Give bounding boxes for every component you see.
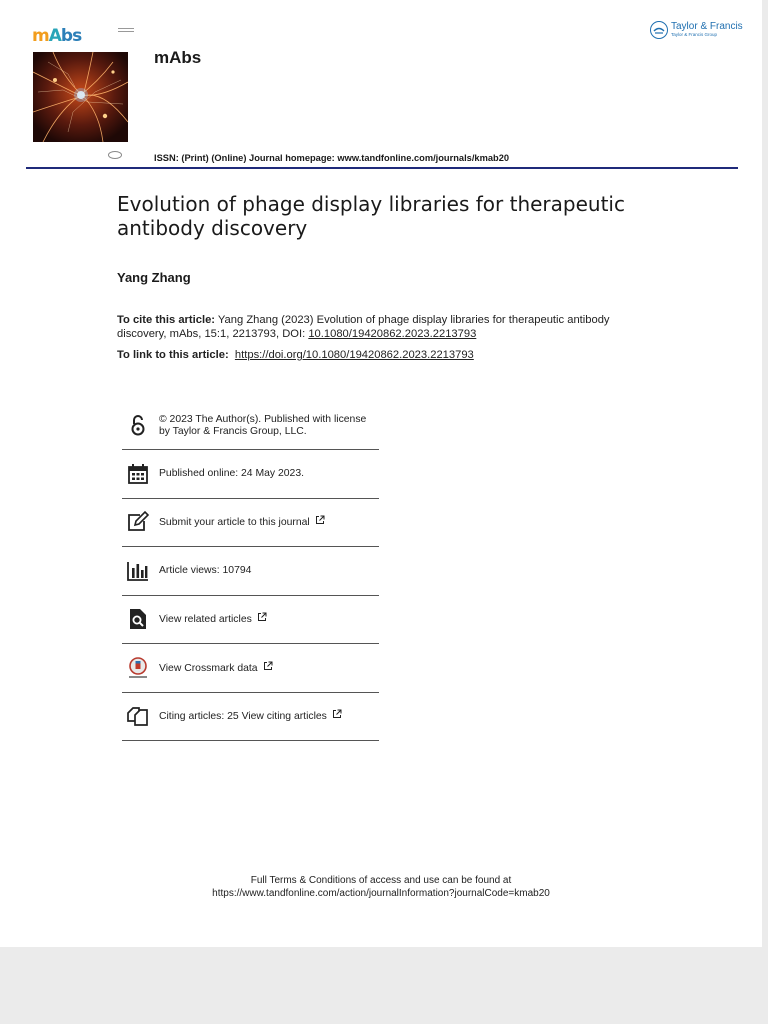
- publisher-logo[interactable]: [650, 21, 743, 39]
- citing-row[interactable]: [122, 693, 379, 742]
- external-link-icon: [263, 661, 273, 675]
- publisher-group: Taylor & Francis Group: [671, 32, 718, 37]
- publisher-name: Taylor & Francis: [671, 21, 743, 32]
- search-document-icon: [126, 607, 150, 631]
- external-link-icon: [332, 709, 342, 723]
- crossmark-row[interactable]: [122, 644, 379, 693]
- views-row: [122, 547, 379, 596]
- journal-cover-image: [33, 52, 128, 142]
- external-link-icon: [257, 612, 267, 626]
- article-title: Evolution of phage display libraries for therapeutic antibody discovery: [117, 192, 625, 240]
- calendar-icon: [126, 462, 150, 486]
- issn-line: ISSN: (Print) (Online) Journal homepage: www.tandfonline.com/journals/kmab20: [154, 153, 510, 163]
- journal-logo[interactable]: mAbs: [32, 26, 82, 46]
- external-link-icon: [315, 515, 325, 529]
- published-date: Published online: 24 May 2023.: [159, 467, 304, 479]
- article-author: Yang Zhang: [117, 270, 191, 285]
- article-link: [117, 349, 474, 361]
- crossmark-icon: [126, 656, 150, 680]
- citing-icon: [126, 704, 150, 728]
- cite-label: To cite this article:: [117, 314, 216, 326]
- header-divider: [26, 167, 738, 169]
- submit-label: Submit your article to this journal: [159, 517, 310, 528]
- related-label: View related articles: [159, 614, 252, 625]
- cover-caption-lines: [118, 28, 134, 34]
- bar-chart-icon: [126, 559, 150, 583]
- terms-footer: [0, 874, 762, 900]
- submit-row[interactable]: [122, 499, 379, 548]
- open-access-icon: [126, 414, 150, 438]
- related-row[interactable]: [122, 596, 379, 645]
- related-articles-link[interactable]: [159, 612, 267, 626]
- cover-publisher-mark: [108, 151, 122, 159]
- terms-line: Full Terms & Conditions of access and use can be found at: [250, 875, 512, 886]
- published-row: [122, 450, 379, 499]
- citing-label: Citing articles: 25 View citing articles: [159, 711, 327, 722]
- cite-text: Yang Zhang (2023) Evolution of phage display libraries for therapeutic antibody discovery, mAbs, 15:1, 2213793, DOI:: [117, 314, 610, 340]
- publisher-emblem-icon: [650, 21, 668, 39]
- terms-url[interactable]: https://www.tandfonline.com/action/journalInformation?journalCode=kmab20: [212, 888, 550, 899]
- citing-articles-link[interactable]: [159, 709, 342, 723]
- link-label: To link to this article:: [117, 349, 229, 361]
- license-row: [122, 402, 379, 450]
- edit-icon: [126, 510, 150, 534]
- submit-link[interactable]: [159, 515, 325, 529]
- citation: [117, 313, 657, 341]
- crossmark-label: View Crossmark data: [159, 662, 258, 674]
- article-url-link[interactable]: https://doi.org/10.1080/19420862.2023.2213793: [234, 349, 474, 361]
- doi-link[interactable]: 10.1080/19420862.2023.2213793: [308, 328, 477, 340]
- article-info-list: [122, 402, 379, 741]
- crossmark-link[interactable]: [159, 661, 273, 675]
- license-text: © 2023 The Author(s). Published with license by Taylor & Francis Group, LLC.: [159, 413, 367, 437]
- journal-title[interactable]: mAbs: [154, 48, 202, 67]
- article-views: Article views: 10794: [159, 564, 252, 576]
